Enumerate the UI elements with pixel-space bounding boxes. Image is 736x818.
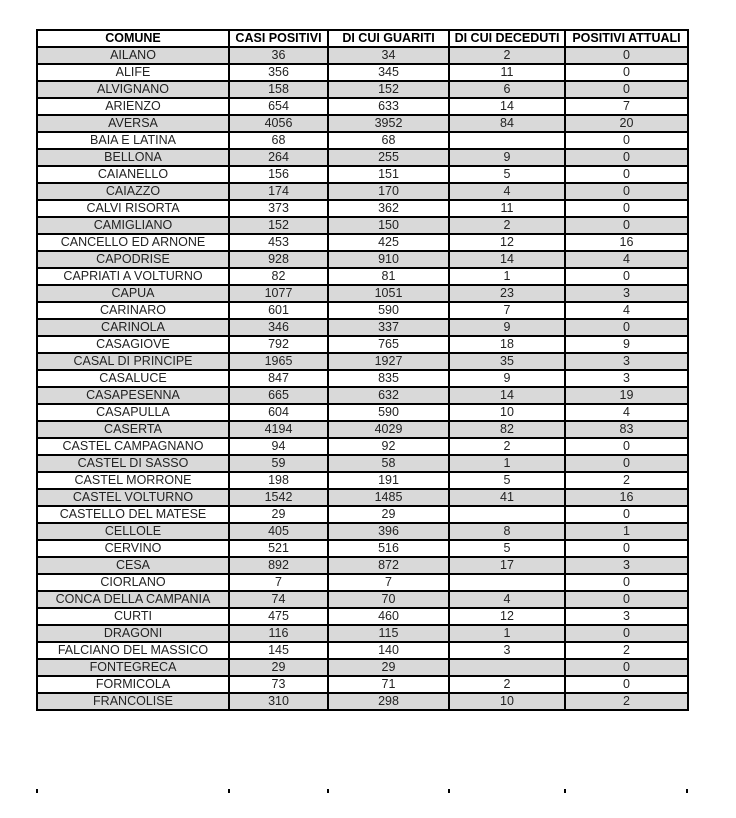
- table-body: [37, 47, 688, 710]
- cell-deceduti: 35: [449, 353, 565, 370]
- cell-comune: ALIFE: [37, 64, 229, 81]
- table-row: [37, 574, 688, 591]
- cell-positivi-attuali: 4: [565, 404, 688, 421]
- cell-comune: CARINOLA: [37, 319, 229, 336]
- cell-comune: CAPUA: [37, 285, 229, 302]
- cell-comune: ALVIGNANO: [37, 81, 229, 98]
- cell-casi-positivi: 264: [229, 149, 328, 166]
- cell-deceduti: 82: [449, 421, 565, 438]
- cell-casi-positivi: 346: [229, 319, 328, 336]
- cell-guariti: 1927: [328, 353, 449, 370]
- cell-positivi-attuali: 0: [565, 81, 688, 98]
- table-row: [37, 608, 688, 625]
- cell-guariti: 298: [328, 693, 449, 710]
- cell-casi-positivi: 1965: [229, 353, 328, 370]
- cell-casi-positivi: 74: [229, 591, 328, 608]
- table-row: [37, 540, 688, 557]
- cell-guariti: 516: [328, 540, 449, 557]
- cell-deceduti: 1: [449, 625, 565, 642]
- cell-casi-positivi: 174: [229, 183, 328, 200]
- table-row: [37, 625, 688, 642]
- border-tail: [686, 789, 688, 793]
- table-row: [37, 472, 688, 489]
- cell-deceduti: 14: [449, 98, 565, 115]
- cell-positivi-attuali: 3: [565, 608, 688, 625]
- cell-casi-positivi: 156: [229, 166, 328, 183]
- cell-casi-positivi: 198: [229, 472, 328, 489]
- cell-guariti: 3952: [328, 115, 449, 132]
- cell-casi-positivi: 82: [229, 268, 328, 285]
- cell-guariti: 58: [328, 455, 449, 472]
- cell-casi-positivi: 373: [229, 200, 328, 217]
- cell-comune: AVERSA: [37, 115, 229, 132]
- cell-deceduti: 9: [449, 319, 565, 336]
- cell-comune: CONCA DELLA CAMPANIA: [37, 591, 229, 608]
- table-row: [37, 506, 688, 523]
- table-row: [37, 217, 688, 234]
- cell-comune: FORMICOLA: [37, 676, 229, 693]
- cell-comune: CASAGIOVE: [37, 336, 229, 353]
- cell-positivi-attuali: 0: [565, 506, 688, 523]
- cell-deceduti: 4: [449, 591, 565, 608]
- cell-guariti: 92: [328, 438, 449, 455]
- table-row: [37, 200, 688, 217]
- cell-casi-positivi: 792: [229, 336, 328, 353]
- cell-casi-positivi: 68: [229, 132, 328, 149]
- cell-casi-positivi: 1077: [229, 285, 328, 302]
- cell-guariti: 590: [328, 404, 449, 421]
- header-casi-positivi: CASI POSITIVI: [229, 30, 328, 47]
- cell-casi-positivi: 73: [229, 676, 328, 693]
- cell-deceduti: 11: [449, 64, 565, 81]
- cell-positivi-attuali: 7: [565, 98, 688, 115]
- cell-casi-positivi: 601: [229, 302, 328, 319]
- cell-positivi-attuali: 0: [565, 319, 688, 336]
- table-row: [37, 166, 688, 183]
- table-row: [37, 438, 688, 455]
- table-row: [37, 319, 688, 336]
- cell-comune: CAPRIATI A VOLTURNO: [37, 268, 229, 285]
- cell-positivi-attuali: 2: [565, 642, 688, 659]
- cell-comune: CESA: [37, 557, 229, 574]
- cell-positivi-attuali: 0: [565, 183, 688, 200]
- cell-guariti: 425: [328, 234, 449, 251]
- cell-guariti: 152: [328, 81, 449, 98]
- cell-positivi-attuali: 0: [565, 540, 688, 557]
- header-positivi-attuali: POSITIVI ATTUALI: [565, 30, 688, 47]
- cell-comune: CASTELLO DEL MATESE: [37, 506, 229, 523]
- cell-casi-positivi: 847: [229, 370, 328, 387]
- border-tail: [327, 789, 329, 793]
- cell-comune: CASAPESENNA: [37, 387, 229, 404]
- cell-comune: CAIANELLO: [37, 166, 229, 183]
- cell-positivi-attuali: 0: [565, 47, 688, 64]
- cell-deceduti: 2: [449, 47, 565, 64]
- cell-positivi-attuali: 16: [565, 234, 688, 251]
- cell-positivi-attuali: 0: [565, 625, 688, 642]
- cell-casi-positivi: 475: [229, 608, 328, 625]
- cell-deceduti: 18: [449, 336, 565, 353]
- cell-positivi-attuali: 0: [565, 455, 688, 472]
- table-row: [37, 234, 688, 251]
- cell-comune: CAMIGLIANO: [37, 217, 229, 234]
- cell-comune: CASTEL MORRONE: [37, 472, 229, 489]
- cell-casi-positivi: 604: [229, 404, 328, 421]
- cell-guariti: 345: [328, 64, 449, 81]
- table-row: [37, 268, 688, 285]
- table-row: [37, 47, 688, 64]
- cell-comune: CASAL DI PRINCIPE: [37, 353, 229, 370]
- covid-table-sheet: [36, 29, 689, 711]
- cell-deceduti: 5: [449, 166, 565, 183]
- cell-guariti: 910: [328, 251, 449, 268]
- cell-comune: CERVINO: [37, 540, 229, 557]
- cell-deceduti: 41: [449, 489, 565, 506]
- cell-casi-positivi: 29: [229, 506, 328, 523]
- cell-comune: DRAGONI: [37, 625, 229, 642]
- table-row: [37, 591, 688, 608]
- cell-positivi-attuali: 3: [565, 370, 688, 387]
- cell-casi-positivi: 152: [229, 217, 328, 234]
- cell-casi-positivi: 116: [229, 625, 328, 642]
- table-row: [37, 370, 688, 387]
- cell-comune: CANCELLO ED ARNONE: [37, 234, 229, 251]
- cell-deceduti: 3: [449, 642, 565, 659]
- cell-deceduti: [449, 506, 565, 523]
- cell-positivi-attuali: 0: [565, 64, 688, 81]
- border-tail: [564, 789, 566, 793]
- cell-casi-positivi: 521: [229, 540, 328, 557]
- cell-comune: BAIA E LATINA: [37, 132, 229, 149]
- cell-casi-positivi: 310: [229, 693, 328, 710]
- cell-positivi-attuali: 16: [565, 489, 688, 506]
- cell-deceduti: 9: [449, 370, 565, 387]
- cell-guariti: 396: [328, 523, 449, 540]
- cell-positivi-attuali: 2: [565, 693, 688, 710]
- cell-casi-positivi: 665: [229, 387, 328, 404]
- border-tail: [448, 789, 450, 793]
- cell-positivi-attuali: 0: [565, 268, 688, 285]
- cell-positivi-attuali: 4: [565, 251, 688, 268]
- table-row: [37, 659, 688, 676]
- cell-casi-positivi: 158: [229, 81, 328, 98]
- cell-comune: AILANO: [37, 47, 229, 64]
- cell-deceduti: 2: [449, 676, 565, 693]
- cell-deceduti: [449, 659, 565, 676]
- header-comune: COMUNE: [37, 30, 229, 47]
- cell-deceduti: 1: [449, 268, 565, 285]
- cell-positivi-attuali: 4: [565, 302, 688, 319]
- cell-deceduti: 1: [449, 455, 565, 472]
- cell-casi-positivi: 94: [229, 438, 328, 455]
- cell-comune: CASTEL VOLTURNO: [37, 489, 229, 506]
- cell-guariti: 140: [328, 642, 449, 659]
- cell-guariti: 362: [328, 200, 449, 217]
- table-row: [37, 353, 688, 370]
- cell-positivi-attuali: 0: [565, 200, 688, 217]
- cell-guariti: 68: [328, 132, 449, 149]
- table-row: [37, 98, 688, 115]
- cell-deceduti: [449, 132, 565, 149]
- cell-casi-positivi: 29: [229, 659, 328, 676]
- cell-comune: FALCIANO DEL MASSICO: [37, 642, 229, 659]
- header-guariti: DI CUI GUARITI: [328, 30, 449, 47]
- cell-casi-positivi: 36: [229, 47, 328, 64]
- cell-casi-positivi: 1542: [229, 489, 328, 506]
- cell-comune: CIORLANO: [37, 574, 229, 591]
- cell-positivi-attuali: 1: [565, 523, 688, 540]
- cell-comune: CALVI RISORTA: [37, 200, 229, 217]
- cell-guariti: 255: [328, 149, 449, 166]
- cell-deceduti: 23: [449, 285, 565, 302]
- cell-deceduti: 14: [449, 251, 565, 268]
- cell-positivi-attuali: 9: [565, 336, 688, 353]
- cell-deceduti: 8: [449, 523, 565, 540]
- cell-positivi-attuali: 19: [565, 387, 688, 404]
- cell-positivi-attuali: 0: [565, 591, 688, 608]
- table-row: [37, 489, 688, 506]
- cell-guariti: 632: [328, 387, 449, 404]
- cell-guariti: 872: [328, 557, 449, 574]
- cell-casi-positivi: 4056: [229, 115, 328, 132]
- cell-guariti: 115: [328, 625, 449, 642]
- table-row: [37, 421, 688, 438]
- cell-deceduti: 12: [449, 234, 565, 251]
- cell-guariti: 71: [328, 676, 449, 693]
- cell-deceduti: 10: [449, 404, 565, 421]
- cell-positivi-attuali: 2: [565, 472, 688, 489]
- cell-comune: CASTEL DI SASSO: [37, 455, 229, 472]
- table-row: [37, 693, 688, 710]
- cell-guariti: 29: [328, 506, 449, 523]
- cell-casi-positivi: 654: [229, 98, 328, 115]
- cell-comune: BELLONA: [37, 149, 229, 166]
- table-row: [37, 557, 688, 574]
- cell-positivi-attuali: 3: [565, 353, 688, 370]
- cell-deceduti: 10: [449, 693, 565, 710]
- cell-deceduti: [449, 574, 565, 591]
- table-row: [37, 336, 688, 353]
- cell-guariti: 337: [328, 319, 449, 336]
- cell-deceduti: 2: [449, 438, 565, 455]
- cell-guariti: 150: [328, 217, 449, 234]
- cell-deceduti: 6: [449, 81, 565, 98]
- cell-guariti: 460: [328, 608, 449, 625]
- cell-positivi-attuali: 0: [565, 132, 688, 149]
- cell-guariti: 590: [328, 302, 449, 319]
- border-tail: [228, 789, 230, 793]
- cell-guariti: 81: [328, 268, 449, 285]
- cell-deceduti: 4: [449, 183, 565, 200]
- cell-casi-positivi: 4194: [229, 421, 328, 438]
- cell-positivi-attuali: 0: [565, 574, 688, 591]
- cell-casi-positivi: 59: [229, 455, 328, 472]
- cell-guariti: 170: [328, 183, 449, 200]
- table-row: [37, 285, 688, 302]
- cell-positivi-attuali: 0: [565, 438, 688, 455]
- cell-comune: CELLOLE: [37, 523, 229, 540]
- table-row: [37, 132, 688, 149]
- cell-positivi-attuali: 0: [565, 676, 688, 693]
- cell-comune: CASALUCE: [37, 370, 229, 387]
- cell-guariti: 151: [328, 166, 449, 183]
- cell-deceduti: 12: [449, 608, 565, 625]
- cell-positivi-attuali: 3: [565, 285, 688, 302]
- cell-guariti: 4029: [328, 421, 449, 438]
- cell-positivi-attuali: 20: [565, 115, 688, 132]
- cell-casi-positivi: 928: [229, 251, 328, 268]
- cell-comune: ARIENZO: [37, 98, 229, 115]
- table-row: [37, 115, 688, 132]
- cell-casi-positivi: 453: [229, 234, 328, 251]
- table-row: [37, 302, 688, 319]
- cell-positivi-attuali: 83: [565, 421, 688, 438]
- cell-deceduti: 7: [449, 302, 565, 319]
- cell-deceduti: 2: [449, 217, 565, 234]
- border-tail: [36, 789, 38, 793]
- cell-deceduti: 14: [449, 387, 565, 404]
- table-row: [37, 404, 688, 421]
- cell-casi-positivi: 7: [229, 574, 328, 591]
- cell-positivi-attuali: 0: [565, 166, 688, 183]
- table-row: [37, 455, 688, 472]
- covid-cases-table: [36, 29, 689, 711]
- header-deceduti: DI CUI DECEDUTI: [449, 30, 565, 47]
- table-row: [37, 642, 688, 659]
- cell-deceduti: 11: [449, 200, 565, 217]
- cell-guariti: 633: [328, 98, 449, 115]
- cell-casi-positivi: 405: [229, 523, 328, 540]
- cell-casi-positivi: 145: [229, 642, 328, 659]
- cell-guariti: 765: [328, 336, 449, 353]
- table-row: [37, 523, 688, 540]
- cell-positivi-attuali: 0: [565, 149, 688, 166]
- cell-casi-positivi: 356: [229, 64, 328, 81]
- table-row: [37, 251, 688, 268]
- cell-positivi-attuali: 0: [565, 217, 688, 234]
- cell-positivi-attuali: 3: [565, 557, 688, 574]
- table-row: [37, 81, 688, 98]
- cell-comune: CAPODRISE: [37, 251, 229, 268]
- cell-positivi-attuali: 0: [565, 659, 688, 676]
- cell-deceduti: 17: [449, 557, 565, 574]
- cell-deceduti: 5: [449, 540, 565, 557]
- cell-deceduti: 84: [449, 115, 565, 132]
- cell-guariti: 191: [328, 472, 449, 489]
- cell-comune: CASAPULLA: [37, 404, 229, 421]
- header-row: [37, 30, 688, 47]
- cell-comune: CASERTA: [37, 421, 229, 438]
- cell-guariti: 70: [328, 591, 449, 608]
- table-row: [37, 183, 688, 200]
- cell-comune: FRANCOLISE: [37, 693, 229, 710]
- cell-comune: CASTEL CAMPAGNANO: [37, 438, 229, 455]
- cell-guariti: 835: [328, 370, 449, 387]
- cell-guariti: 34: [328, 47, 449, 64]
- cell-casi-positivi: 892: [229, 557, 328, 574]
- cell-guariti: 1485: [328, 489, 449, 506]
- cell-comune: CURTI: [37, 608, 229, 625]
- cell-comune: CARINARO: [37, 302, 229, 319]
- cell-guariti: 1051: [328, 285, 449, 302]
- cell-guariti: 7: [328, 574, 449, 591]
- table-row: [37, 149, 688, 166]
- cell-deceduti: 5: [449, 472, 565, 489]
- cell-comune: CAIAZZO: [37, 183, 229, 200]
- cell-guariti: 29: [328, 659, 449, 676]
- cell-deceduti: 9: [449, 149, 565, 166]
- cell-comune: FONTEGRECA: [37, 659, 229, 676]
- table-row: [37, 64, 688, 81]
- table-row: [37, 387, 688, 404]
- table-row: [37, 676, 688, 693]
